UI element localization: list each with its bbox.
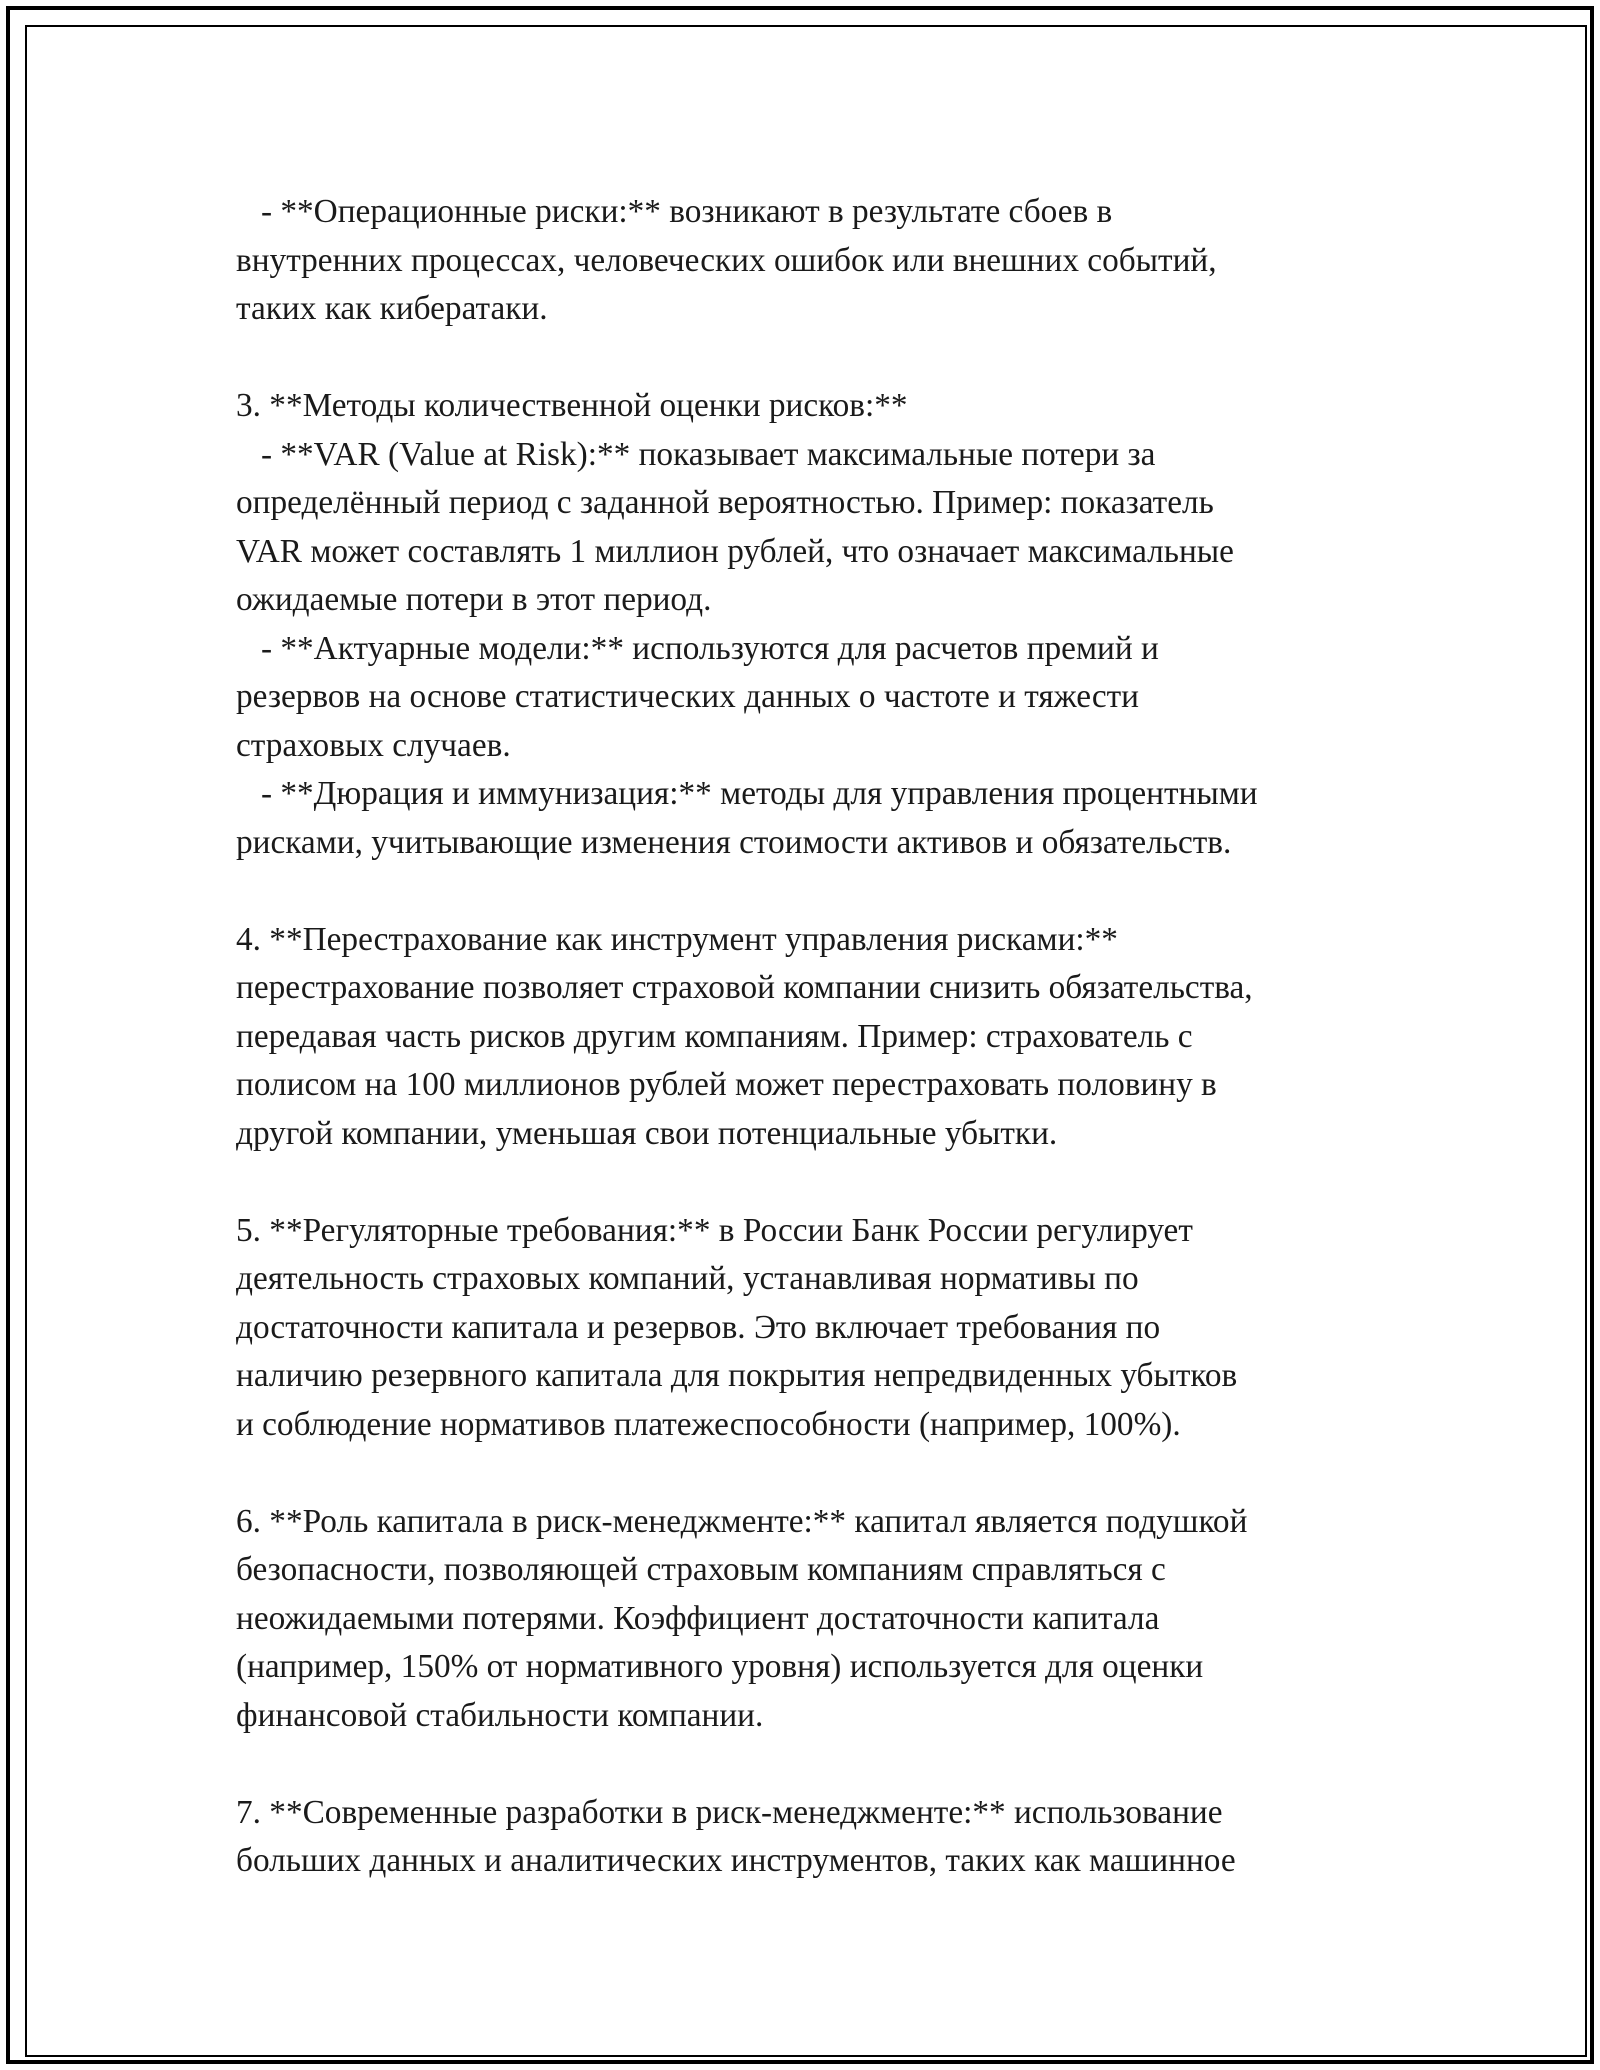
text-line: достаточности капитала и резервов. Это включает требования по (236, 1308, 1161, 1346)
section-heading-5: 5. **Регуляторные требования:** в России Банк России регулирует (236, 1211, 1193, 1249)
text-line: другой компании, уменьшая свои потенциальные убытки. (236, 1114, 1058, 1152)
text-line: полисом на 100 миллионов рублей может перестраховать половину в (236, 1066, 1217, 1103)
section-heading-3: 3. **Методы количественной оценки рисков:** (236, 387, 908, 424)
text-line: безопасности, позволяющей страховым компаниям справляться с (236, 1551, 1166, 1588)
paragraph-spacer (236, 867, 1386, 916)
text-line: финансовой стабильности компании. (236, 1696, 764, 1734)
text-line: - **VAR (Value at Risk):** показывает максимальные потери за (236, 435, 1156, 473)
paragraph-spacer (236, 334, 1386, 383)
text-line: передавая часть рисков другим компаниям. Пример: страхователь с (236, 1017, 1193, 1055)
text-line: таких как кибератаки. (236, 290, 548, 327)
paragraph-spacer (236, 1449, 1386, 1498)
text-line: - **Дюрация и иммунизация:** методы для управления процентными (236, 775, 1258, 812)
text-line: и соблюдение нормативов платежеспособности (например, 100%). (236, 1405, 1181, 1443)
text-line: резервов на основе статистических данных о частоте и тяжести (236, 678, 1139, 715)
text-line: определённый период с заданной вероятностью. Пример: показатель (236, 484, 1214, 521)
text-line: - **Актуарные модели:** используются для расчетов премий и (236, 629, 1159, 667)
text-line: больших данных и аналитических инструментов, таких как машинное (236, 1842, 1236, 1879)
text-line: деятельность страховых компаний, устанавливая нормативы по (236, 1260, 1139, 1297)
text-line: перестрахование позволяет страховой компании снизить обязательства, (236, 969, 1253, 1006)
text-line: (например, 150% от нормативного уровня) используется для оценки (236, 1648, 1204, 1685)
text-line: неожидаемыми потерями. Коэффициент достаточности капитала (236, 1599, 1160, 1637)
text-line: внутренних процессах, человеческих ошибок или внешних событий, (236, 241, 1217, 279)
text-line: ожидаемые потери в этот период. (236, 581, 712, 618)
section-heading-4: 4. **Перестрахование как инструмент управления рисками:** (236, 920, 1118, 958)
text-line: наличию резервного капитала для покрытия непредвиденных убытков (236, 1357, 1238, 1394)
text-line: VAR может составлять 1 миллион рублей, что означает максимальные (236, 532, 1234, 570)
section-heading-6: 6. **Роль капитала в риск-менеджменте:** капитал является подушкой (236, 1502, 1248, 1540)
text-line: страховых случаев. (236, 726, 511, 764)
section-heading-7: 7. **Современные разработки в риск-менеджменте:** использование (236, 1793, 1223, 1831)
paragraph-spacer (236, 1158, 1386, 1207)
text-line: - **Операционные риски:** возникают в результате сбоев в (236, 193, 1113, 230)
paragraph-spacer (236, 1740, 1386, 1789)
text-line: рисками, учитывающие изменения стоимости активов и обязательств. (236, 823, 1232, 861)
document-text-body (236, 188, 1386, 1886)
